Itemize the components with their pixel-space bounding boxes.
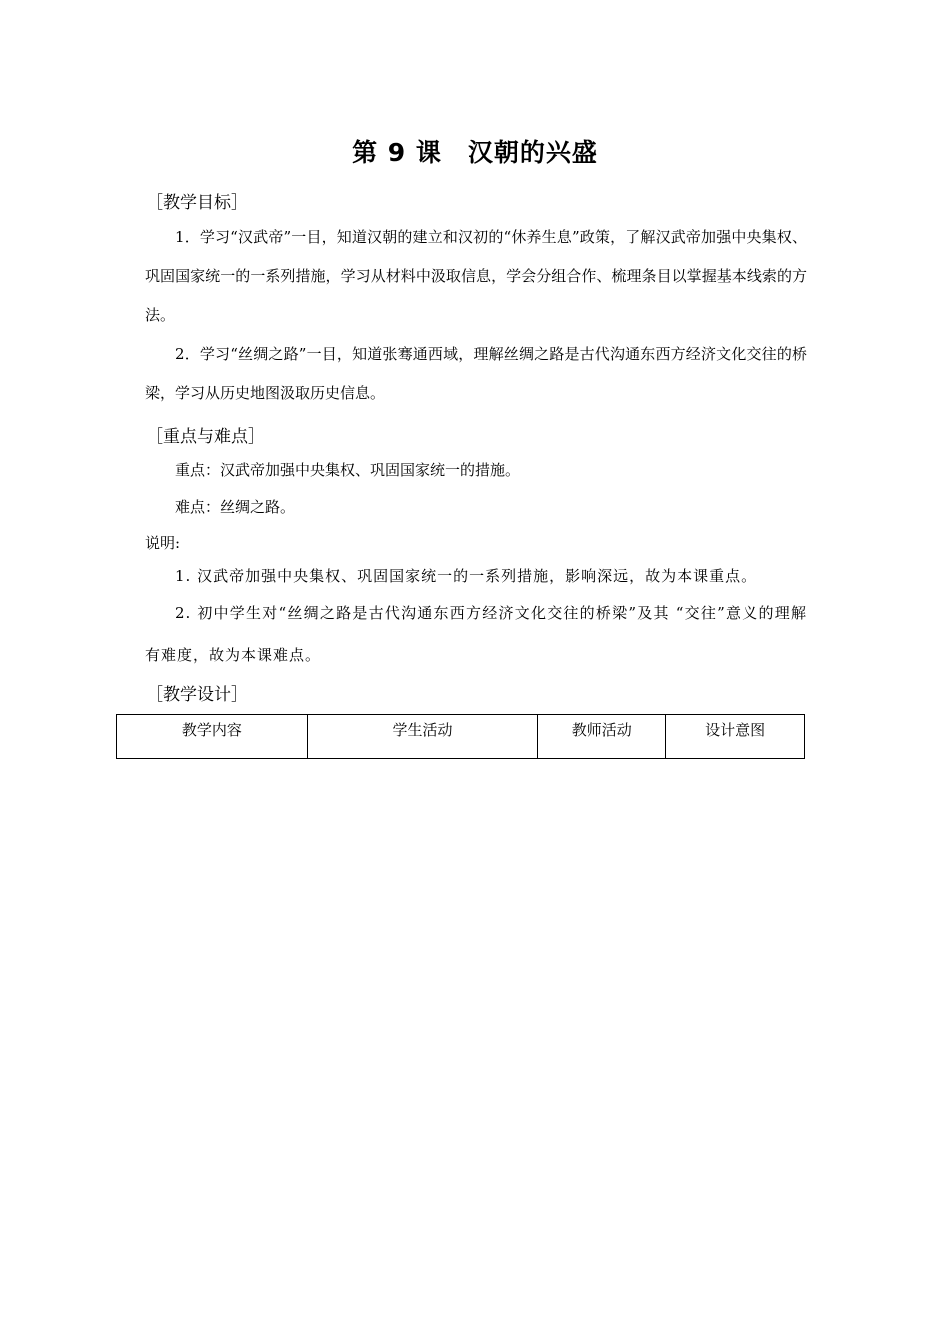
header-student-activity: 学生活动 xyxy=(307,715,538,759)
difficulty-text: 难点：丝绸之路。 xyxy=(175,498,296,516)
teaching-design-table xyxy=(116,714,805,759)
objective-item-2: 2．学习“丝绸之路”一目，知道张骞通西域，理解丝绸之路是古代沟通东西方经济文化交往的桥梁，学习从历史地图汲取历史信息。 xyxy=(145,345,807,402)
explanation-item-2: 2. 初中学生对“丝绸之路是古代沟通东西方经济文化交往的桥梁”及其 “交往”意义的理解有难度，故为本课难点。 xyxy=(145,604,807,664)
objectives-heading: ［教学目标］ xyxy=(146,193,248,213)
focus-text: 重点：汉武帝加强中央集权、巩固国家统一的措施。 xyxy=(175,461,521,479)
explanation-item-1: 1. 汉武帝加强中央集权、巩固国家统一的一系列措施，影响深远，故为本课重点。 xyxy=(175,567,758,585)
page-title: 第 9 课 汉朝的兴盛 xyxy=(352,138,598,167)
key-points-heading: ［重点与难点］ xyxy=(146,427,265,447)
design-heading: ［教学设计］ xyxy=(146,685,248,705)
header-teaching-content: 教学内容 xyxy=(117,715,308,759)
table-header-row xyxy=(117,715,805,759)
header-teacher-activity: 教师活动 xyxy=(538,715,666,759)
explanation-label: 说明: xyxy=(145,534,181,552)
objective-item-1: 1．学习“汉武帝”一目，知道汉朝的建立和汉初的“休养生息”政策，了解汉武帝加强中央集权、巩固国家统一的一系列措施，学习从材料中汲取信息，学会分组合作、梳理条目以掌握基本线索的方法。 xyxy=(145,228,807,324)
header-design-intent: 设计意图 xyxy=(666,715,805,759)
